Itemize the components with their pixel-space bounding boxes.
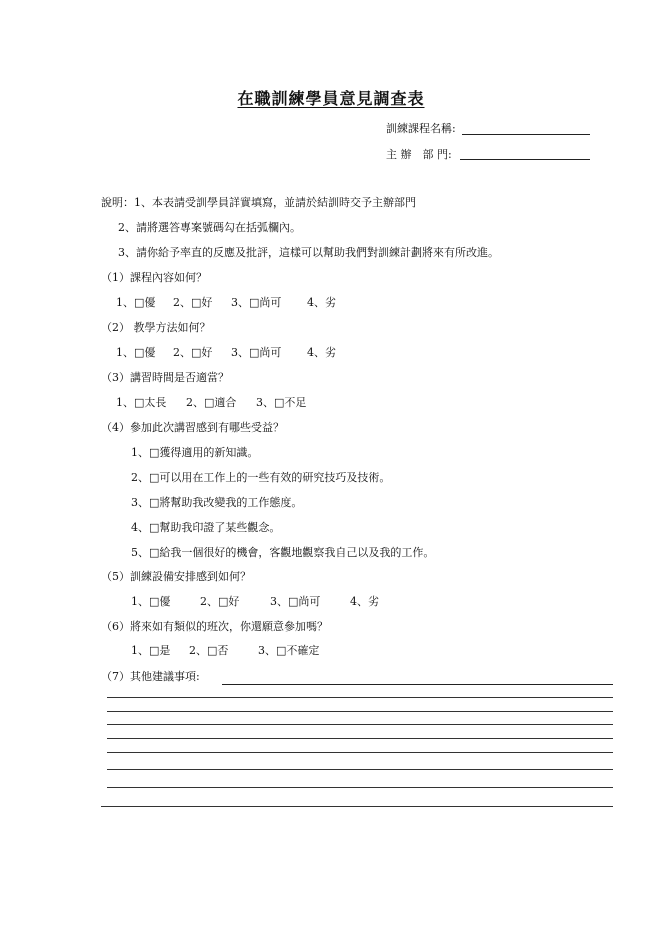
q4-option-3[interactable]: 3、□將幫助我改變我的工作態度。 [131,496,303,509]
question-7-label: （7）其他建議事項: [101,670,200,683]
q4-option-4[interactable]: 4、□幫助我印證了某些觀念。 [131,521,281,534]
suggestion-line-6[interactable] [107,752,613,753]
q2-option-fair[interactable]: 3、□尚可 [231,346,282,359]
q6-option-unsure[interactable]: 3、□不確定 [258,644,320,657]
question-2-label: （2） 教學方法如何？ [101,321,211,334]
q3-option-too-long[interactable]: 1、□太長 [116,396,167,409]
question-3-label: （3）講習時間是否適當？ [101,371,229,384]
suggestion-line-3[interactable] [107,711,613,712]
instruction-2: 2、請將選答專案號碼勾在括弧欄內。 [118,221,301,234]
q1-option-fair[interactable]: 3、□尚可 [231,296,282,309]
question-6-label: （6）將來如有類似的班次，你還願意參加嗎？ [101,620,328,633]
suggestion-line-8[interactable] [107,787,613,788]
question-1-label: （1）課程內容如何？ [101,271,207,284]
suggestion-line-5[interactable] [107,738,613,739]
suggestion-line-9[interactable] [101,806,613,807]
department-field[interactable] [460,159,590,160]
suggestion-line-2[interactable] [107,697,613,698]
q1-option-good[interactable]: 2、□好 [173,296,213,309]
q2-option-poor[interactable]: 4、劣 [307,346,336,359]
suggestion-line-1[interactable] [222,684,613,685]
question-5-label: （5）訓練設備安排感到如何？ [101,570,251,583]
question-4-label: （4）參加此次講習感到有哪些受益？ [101,421,284,434]
q4-option-2[interactable]: 2、□可以用在工作上的一些有效的研究技巧及技術。 [131,471,391,484]
q4-option-5[interactable]: 5、□給我一個很好的機會，客觀地觀察我自己以及我的工作。 [131,546,435,559]
q3-option-suitable[interactable]: 2、□適合 [186,396,237,409]
q6-option-no[interactable]: 2、□否 [189,644,229,657]
q1-option-poor[interactable]: 4、劣 [307,296,336,309]
q2-option-good[interactable]: 2、□好 [173,346,213,359]
department-label: 主 辦 部 門: [386,148,452,161]
q1-option-excellent[interactable]: 1、□優 [116,296,156,309]
q4-option-1[interactable]: 1、□獲得適用的新知識。 [131,446,259,459]
course-name-field[interactable] [462,134,590,135]
q5-option-poor[interactable]: 4、劣 [350,595,379,608]
instruction-1: 說明：1、本表請受訓學員詳實填寫，並請於結訓時交予主辦部門 [101,196,416,209]
q5-option-fair[interactable]: 3、□尚可 [270,595,321,608]
instruction-3: 3、請你給予率直的反應及批評，這樣可以幫助我們對訓練計劃將來有所改進。 [118,246,499,259]
q5-option-excellent[interactable]: 1、□優 [131,595,171,608]
suggestion-line-7[interactable] [107,769,613,770]
course-name-label: 訓練課程名稱: [386,122,456,135]
page-title: 在職訓練學員意見調查表 [237,89,425,108]
q2-option-excellent[interactable]: 1、□優 [116,346,156,359]
suggestion-line-4[interactable] [107,724,613,725]
q5-option-good[interactable]: 2、□好 [200,595,240,608]
q3-option-insufficient[interactable]: 3、□不足 [256,396,307,409]
q6-option-yes[interactable]: 1、□是 [131,644,171,657]
